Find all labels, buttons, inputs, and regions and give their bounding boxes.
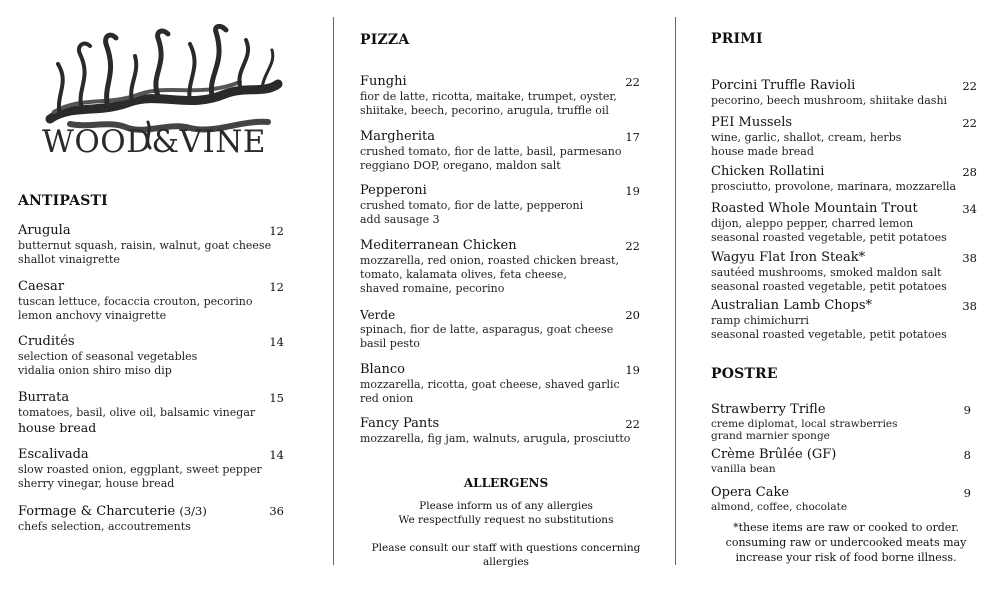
- item-description: almond, coffee, chocolate: [711, 501, 848, 513]
- item-description: grand marnier sponge: [711, 430, 830, 442]
- item-name: Caesar: [18, 279, 65, 294]
- item-price: 19: [625, 363, 640, 377]
- item-name: Australian Lamb Chops*: [711, 298, 872, 313]
- item-description: seasonal roasted vegetable, petit potatoes: [711, 280, 947, 293]
- item-description: reggiano DOP, oregano, maldon salt: [360, 159, 561, 172]
- item-description: mozzarella, ricotta, goat cheese, shaved garlic: [360, 378, 620, 391]
- allergens-section: [360, 476, 652, 569]
- menu-item-roasted-whole-mountain-trout: [711, 201, 977, 245]
- item-name-note: (3/3): [179, 504, 207, 518]
- item-price: 22: [962, 79, 977, 93]
- item-name: Porcini Truffle Ravioli: [711, 78, 856, 93]
- menu-item-strawberry-trifle: [711, 402, 971, 442]
- item-name: Margherita: [360, 129, 436, 144]
- item-description: crushed tomato, fior de latte, basil, parmesano: [360, 145, 622, 158]
- item-description: shaved romaine, pecorino: [360, 282, 505, 295]
- item-name: Arugula: [18, 223, 71, 238]
- item-description: pecorino, beech mushroom, shiitake dashi: [711, 94, 948, 107]
- menu-item-caesar: [18, 279, 284, 323]
- item-description: mozzarella, red onion, roasted chicken breast,: [360, 254, 619, 267]
- item-description: lemon anchovy vinaigrette: [18, 309, 167, 322]
- allergens-line: We respectfully request no substitutions: [398, 514, 614, 526]
- item-name: Chicken Rollatini: [711, 164, 825, 179]
- item-price: 9: [963, 403, 971, 417]
- item-description: wine, garlic, shallot, cream, herbs: [711, 131, 902, 144]
- item-description: house bread: [18, 420, 97, 435]
- item-price: 12: [269, 280, 284, 294]
- item-name: Verde: [360, 308, 396, 322]
- item-price: 9: [963, 486, 971, 500]
- menu-item-margherita: [360, 129, 640, 173]
- disclaimer-line: *these items are raw or cooked to order.: [733, 521, 959, 534]
- menu-item-porcini-truffle-ravioli: [711, 78, 977, 108]
- item-description: sherry vinegar, house bread: [18, 477, 175, 490]
- menu-item-wagyu-flat-iron-steak: [711, 250, 977, 294]
- menu-item-mediterranean-chicken: [360, 238, 640, 296]
- item-description: basil pesto: [360, 337, 421, 350]
- item-price: 36: [269, 504, 284, 518]
- item-price: 38: [962, 299, 977, 313]
- item-name: Escalivada: [18, 447, 89, 462]
- logo-text: WOOD&VINE: [41, 124, 267, 160]
- item-description: sautéed mushrooms, smoked maldon salt: [711, 266, 942, 279]
- menu-item-blanco: [360, 362, 640, 406]
- disclaimer-line: consuming raw or undercooked meats may: [725, 536, 967, 549]
- item-description: tomato, kalamata olives, feta cheese,: [360, 268, 567, 281]
- item-description: seasonal roasted vegetable, petit potatoes: [711, 231, 947, 244]
- item-description: add sausage 3: [360, 213, 440, 226]
- primi-heading: PRIMI: [711, 31, 763, 47]
- item-name: Blanco: [360, 362, 405, 377]
- item-price: 14: [269, 448, 284, 462]
- item-description: chefs selection, accoutrements: [18, 520, 191, 533]
- item-description: crushed tomato, fior de latte, pepperoni: [360, 199, 584, 212]
- item-description: tuscan lettuce, focaccia crouton, pecorino: [18, 295, 253, 308]
- item-price: 34: [962, 202, 977, 216]
- item-name: Crudités: [18, 334, 75, 349]
- menu-item-pei-mussels: [711, 115, 977, 159]
- item-name: Burrata: [18, 390, 70, 405]
- column-divider-right: [675, 17, 676, 565]
- item-description: dijon, aleppo pepper, charred lemon: [711, 217, 914, 230]
- item-name: Funghi: [360, 74, 407, 89]
- menu-item-crudites: [18, 334, 284, 378]
- menu-item-arugula: [18, 223, 284, 267]
- item-name: Opera Cake: [711, 485, 790, 500]
- item-price: 19: [625, 184, 640, 198]
- item-description: selection of seasonal vegetables: [18, 350, 198, 363]
- item-price: 17: [625, 130, 640, 144]
- item-price: 15: [269, 391, 284, 405]
- item-description: slow roasted onion, eggplant, sweet pepper: [18, 463, 262, 476]
- menu-item-funghi: [360, 74, 640, 118]
- postre-heading: POSTRE: [711, 366, 778, 382]
- item-description: ramp chimichurri: [711, 314, 809, 327]
- allergens-heading: ALLERGENS: [463, 476, 549, 490]
- item-name: Crème Brûlée (GF): [711, 447, 837, 462]
- item-description: red onion: [360, 392, 414, 405]
- item-name: Fancy Pants: [360, 416, 440, 431]
- menu-item-australian-lamb-chops: [711, 298, 977, 342]
- menu-item-fancy-pants: [360, 416, 640, 446]
- item-description: creme diplomat, local strawberries: [711, 418, 898, 430]
- column-divider-left: [333, 17, 334, 565]
- menu-item-chicken-rollatini: [711, 164, 977, 194]
- item-description: shiitake, beech, pecorino, arugula, truffle oil: [360, 104, 609, 117]
- item-description: spinach, fior de latte, asparagus, goat cheese: [360, 323, 614, 336]
- menu-item-escalivada: [18, 447, 284, 491]
- allergens-line: Please consult our staff with questions concerning allergies: [371, 542, 641, 568]
- item-name: [18, 503, 284, 520]
- allergens-line: Please inform us of any allergies: [419, 500, 593, 512]
- item-price: 20: [625, 308, 640, 322]
- item-description: tomatoes, basil, olive oil, balsamic vinegar: [18, 406, 256, 419]
- item-price: 22: [962, 116, 977, 130]
- item-name: Wagyu Flat Iron Steak*: [711, 250, 866, 265]
- item-description: butternut squash, raisin, walnut, goat cheese: [18, 239, 272, 252]
- item-price: 22: [625, 239, 640, 253]
- menu-item-pepperoni: [360, 183, 640, 227]
- menu-item-opera-cake: [711, 485, 971, 513]
- item-price: 14: [269, 335, 284, 349]
- item-name-text: Formage & Charcuterie: [18, 504, 176, 519]
- item-price: 28: [962, 165, 977, 179]
- item-name: PEI Mussels: [711, 115, 793, 130]
- item-name: Pepperoni: [360, 183, 427, 198]
- menu-item-formage-charcuterie: [18, 503, 284, 534]
- item-price: 22: [625, 75, 640, 89]
- item-description: vanilla bean: [711, 463, 776, 475]
- menu-item-burrata: [18, 390, 284, 435]
- item-description: shallot vinaigrette: [18, 253, 120, 266]
- item-price: 12: [269, 224, 284, 238]
- wood-and-vine-logo: [40, 24, 284, 164]
- item-description: house made bread: [711, 145, 814, 158]
- item-name: Strawberry Trifle: [711, 402, 826, 417]
- item-price: 22: [625, 417, 640, 431]
- item-description: prosciutto, provolone, marinara, mozzarella: [711, 180, 957, 193]
- disclaimer-line: increase your risk of food borne illness.: [735, 551, 957, 564]
- menu-item-verde: [360, 307, 640, 351]
- item-name: Mediterranean Chicken: [360, 238, 517, 253]
- item-price: 38: [962, 251, 977, 265]
- item-description: fior de latte, ricotta, maitake, trumpet, oyster,: [360, 90, 617, 103]
- antipasti-heading: ANTIPASTI: [18, 193, 108, 209]
- pizza-heading: PIZZA: [360, 32, 410, 48]
- item-description: vidalia onion shiro miso dip: [18, 364, 172, 377]
- item-price: 8: [963, 448, 971, 462]
- menu-item-creme-brulee: [711, 447, 971, 475]
- raw-food-disclaimer: [711, 520, 981, 565]
- item-description: mozzarella, fig jam, walnuts, arugula, prosciutto: [360, 432, 631, 445]
- item-description: seasonal roasted vegetable, petit potatoes: [711, 328, 947, 341]
- item-name: Roasted Whole Mountain Trout: [711, 201, 918, 216]
